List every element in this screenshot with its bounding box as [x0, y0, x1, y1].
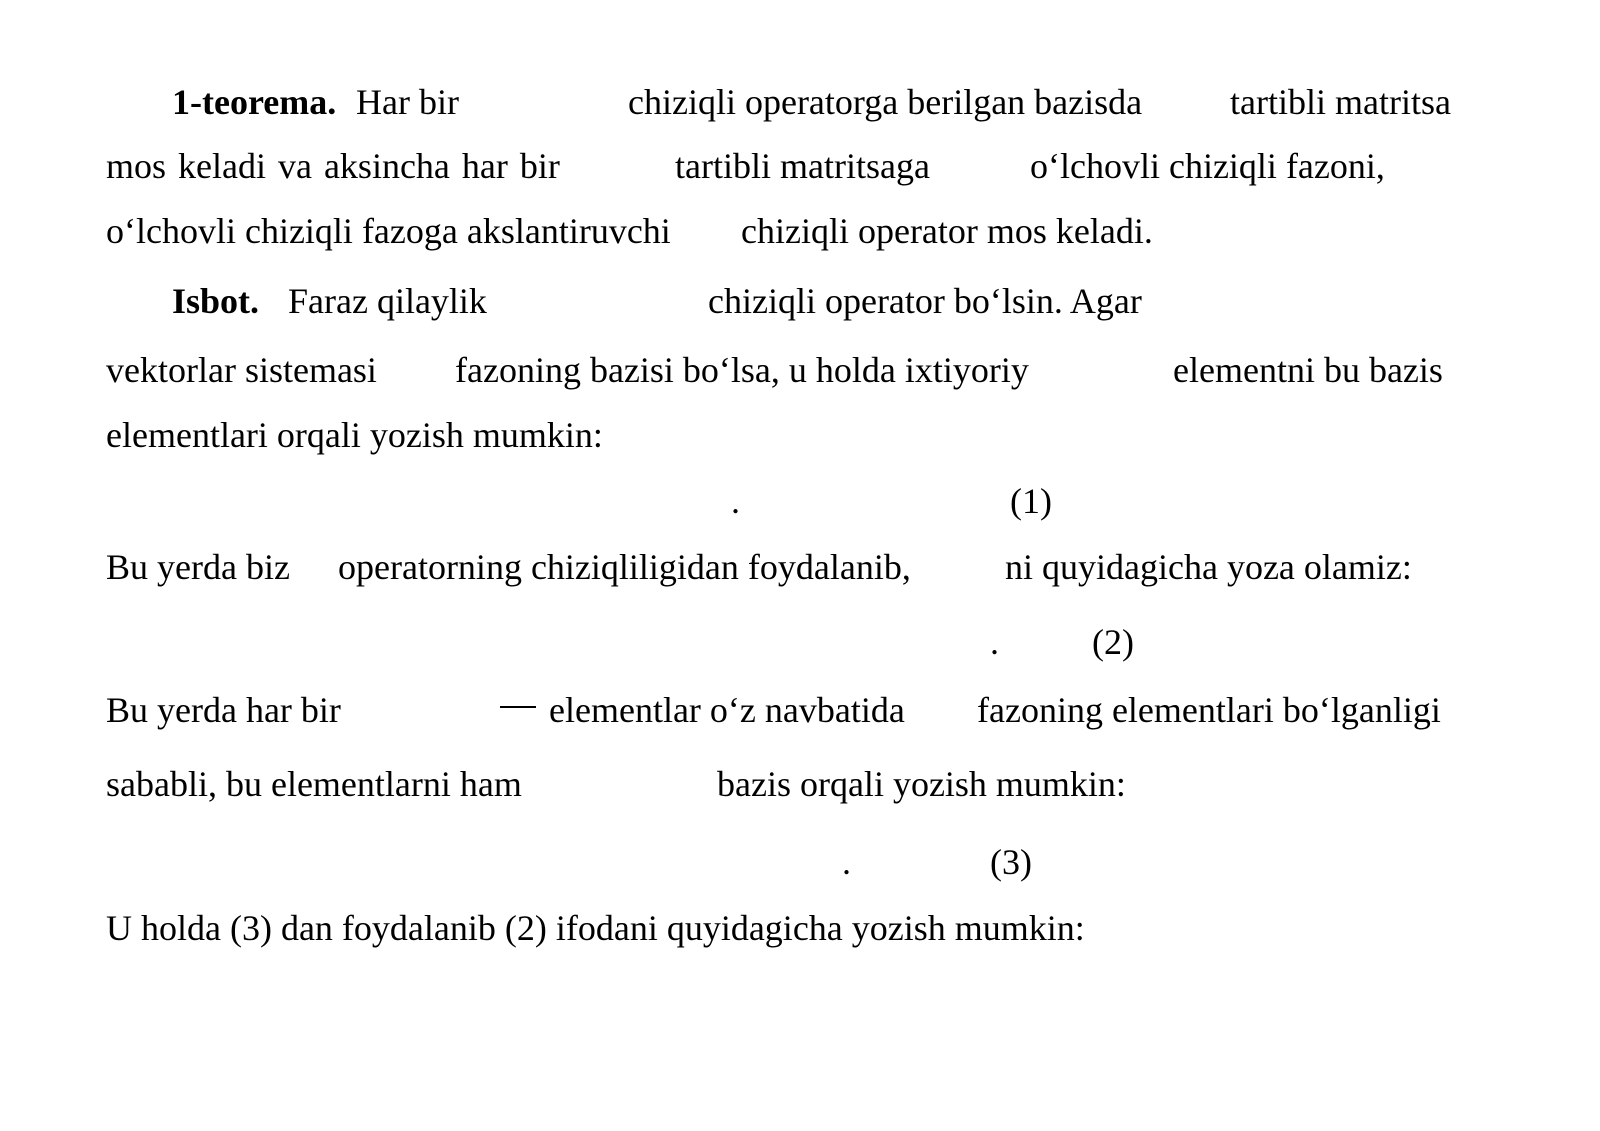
proof-text: Faraz qilaylik	[288, 281, 487, 321]
equation-dot: .	[731, 481, 740, 521]
theorem-text: o‘lchovli chiziqli fazoga akslantiruvchi	[106, 211, 671, 251]
theorem-label: 1-teorema.	[172, 82, 337, 122]
theorem-text: tartibli matritsaga	[675, 146, 930, 186]
theorem-text: chiziqli operatorga berilgan bazisda	[628, 82, 1143, 122]
theorem-text: chiziqli operator mos keladi.	[741, 211, 1153, 251]
theorem-text: tartibli matritsa	[1230, 82, 1451, 122]
paragraph-text: bazis orqali yozish mumkin:	[717, 764, 1126, 804]
theorem-text: mos keladi va aksincha har bir	[106, 146, 560, 186]
equation-number: (1)	[1010, 481, 1052, 521]
equation-number: (2)	[1092, 622, 1134, 662]
proof-text: fazoning bazisi bo‘lsa, u holda ixtiyoriy	[455, 350, 1029, 390]
paragraph-text: Bu yerda biz	[106, 547, 290, 587]
equation-dot: .	[990, 622, 999, 662]
paragraph-text: ni quyidagicha yoza olamiz:	[1005, 547, 1412, 587]
paragraph-text: sababli, bu elementlarni ham	[106, 764, 522, 804]
equation-dot: .	[842, 842, 851, 882]
proof-text: vektorlar sistemasi	[106, 350, 377, 390]
paragraph-text: U holda (3) dan foydalanib (2) ifodani quyidagicha yozish mumkin:	[106, 908, 1085, 948]
paragraph-text: Bu yerda har bir	[106, 690, 341, 730]
theorem-text: o‘lchovli chiziqli fazoni,	[1030, 146, 1385, 186]
paragraph-text: operatorning chiziqliligidan foydalanib,	[338, 547, 911, 587]
overbar-mark	[500, 706, 536, 708]
proof-text: elementlari orqali yozish mumkin:	[106, 415, 603, 455]
theorem-text: Har bir	[356, 82, 459, 122]
equation-number: (3)	[990, 842, 1032, 882]
proof-text: elementni bu bazis	[1173, 350, 1443, 390]
proof-text: chiziqli operator bo‘lsin. Agar	[708, 281, 1142, 321]
paragraph-text: elementlar o‘z navbatida	[549, 690, 905, 730]
paragraph-text: fazoning elementlari bo‘lganligi	[977, 690, 1441, 730]
proof-label: Isbot.	[172, 281, 260, 321]
